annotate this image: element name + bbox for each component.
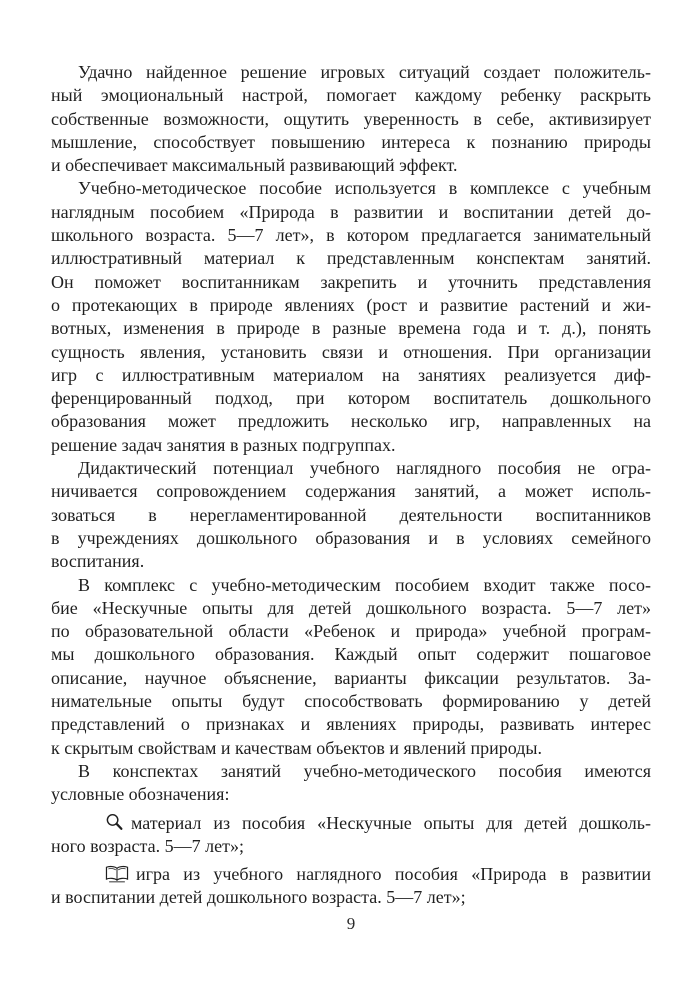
text-line: зоваться в нерегламентированной деятельности воспитанников xyxy=(51,504,651,525)
text-line: игра из учебного наглядного пособия «Природа в развитии xyxy=(51,863,651,886)
text-line: решение задач занятия в разных подгруппах. xyxy=(51,434,396,455)
text-line: мышление, способствует повышению интереса к познанию природы xyxy=(51,131,651,152)
text-line: условные обозначения: xyxy=(51,784,230,805)
text-line: воспитания. xyxy=(51,551,145,572)
paragraph xyxy=(51,574,651,760)
text-line: собственные возможности, ощутить уверенность в себе, активизирует xyxy=(51,108,651,129)
text-line: по образовательной области «Ребенок и природа» учебной програм- xyxy=(51,621,651,642)
text-line: и обеспечивает максимальный развивающий эффект. xyxy=(51,155,458,176)
text-line: о протекающих в природе явлениях (рост и развитие растений и жи- xyxy=(51,294,651,315)
text-line: школьного возраста. 5—7 лет», в котором предлагается занимательный xyxy=(51,225,651,246)
paragraph xyxy=(51,177,651,457)
text-line: В конспектах занятий учебно-методического пособия имеются xyxy=(78,760,651,781)
text-line: ного возраста. 5—7 лет»; xyxy=(51,835,244,856)
text-line: нимательные опыты будут способствовать формированию у детей xyxy=(51,691,651,712)
text-line: описание, научное объяснение, варианты фиксации результатов. За- xyxy=(51,667,651,688)
page-number: 9 xyxy=(346,914,356,933)
legend-item xyxy=(51,812,651,859)
legend-item xyxy=(51,863,651,910)
paragraph xyxy=(51,457,651,573)
text-line: Учебно-методическое пособие используется в комплексе с учебным xyxy=(78,178,651,199)
text-line: и воспитании детей дошкольного возраста. 5—7 лет»; xyxy=(51,887,466,908)
text-line: представлений о признаках и явлениях природы, развивать интерес xyxy=(51,714,651,735)
paragraph xyxy=(51,760,651,807)
text-line: материал из пособия «Нескучные опыты для детей дошколь- xyxy=(51,812,651,835)
text-line: образования может предложить несколько игр, направленных на xyxy=(51,411,651,432)
text-line: наглядным пособием «Природа в развитии и воспитании детей до- xyxy=(51,201,651,222)
text-line: иллюстративный материал к представленным конспектам занятий. xyxy=(51,248,651,269)
paragraph xyxy=(51,61,651,177)
page-body xyxy=(51,61,651,910)
text-line: мы дошкольного образования. Каждый опыт содержит пошаговое xyxy=(51,644,651,665)
text-line: сущность явления, установить связи и отношения. При организации xyxy=(51,341,651,362)
text-line: в учреждениях дошкольного образования и в условиях семейного xyxy=(51,527,651,548)
text-line: игр с иллюстративным материалом на занятиях реализуется диф- xyxy=(51,364,651,385)
magnifier-icon xyxy=(78,813,124,832)
text-line: к скрытым свойствам и качествам объектов и явлений природы. xyxy=(51,737,542,758)
text-line: Дидактический потенциал учебного наглядного пособия не огра- xyxy=(78,458,651,479)
text-line: ференцированный подход, при котором воспитатель дошкольного xyxy=(51,388,651,409)
text-line: бие «Нескучные опыты для детей дошкольного возраста. 5—7 лет» xyxy=(51,597,651,618)
open-book-icon xyxy=(78,865,129,883)
text-line: В комплекс с учебно-методическим пособием входит также посо- xyxy=(78,574,651,595)
text-line: вотных, изменения в природе в разные времена года и т. д.), понять xyxy=(51,318,651,339)
text-line: ный эмоциональный настрой, помогает каждому ребенку раскрыть xyxy=(51,85,651,106)
text-line: Удачно найденное решение игровых ситуаций создает положитель- xyxy=(78,62,651,82)
text-line: Он поможет воспитанникам закрепить и уточнить представления xyxy=(51,271,651,292)
text-line: ничивается сопровождением содержания занятий, а может исполь- xyxy=(51,481,651,502)
